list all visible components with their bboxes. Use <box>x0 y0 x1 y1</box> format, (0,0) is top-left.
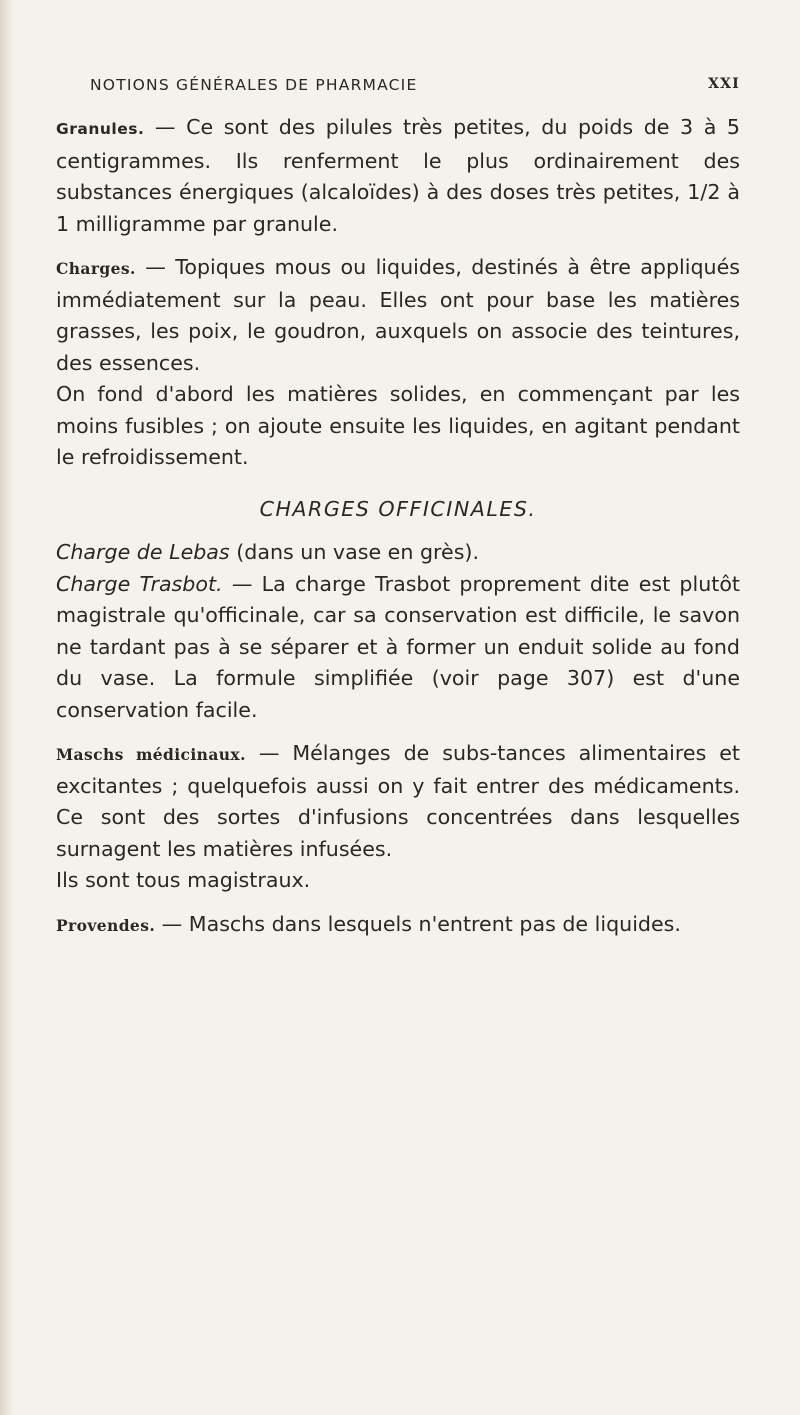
provendes-text: — Maschs dans lesquels n'entrent pas de liquides. <box>161 911 681 936</box>
paragraph-charge-lebas <box>56 537 740 569</box>
term-charges: Charges. <box>56 259 136 278</box>
page-edge-shadow <box>0 0 14 1415</box>
charges-text: — Topiques mous ou liquides, destinés à être appliqués immédiatement sur la peau. Elles ont pour base les matières grasses, les poix, le goudron, auxquels on associe des teintures, des essences. <box>56 255 741 375</box>
term-provendes: Provendes. <box>56 915 156 935</box>
paragraph-charges-preparation <box>56 379 740 474</box>
paragraph-provendes <box>56 909 740 942</box>
maschs-text-2: Ils sont tous magistraux. <box>56 868 311 892</box>
charge-lebas-name: Charge de Lebas <box>56 540 230 564</box>
maschs-text: — Mélanges de subs-tances alimentaires et excitantes ; quelquefois aussi on y fait entrer des médicaments. Ce sont des sortes d'infusions concentrées dans lesquelles surnagent les matières infusées. <box>56 741 740 861</box>
term-granules: Granules. <box>56 120 145 138</box>
charges-text-2: On fond d'abord les matières solides, en commençant par les moins fusibles ; on ajoute ensuite les liquides, en agitant pendant le refroidissement. <box>56 382 740 469</box>
paragraph-charges <box>56 252 740 379</box>
running-head-title: NOTIONS GÉNÉRALES DE PHARMACIE <box>90 76 418 94</box>
charge-lebas-text: (dans un vase en grès). <box>236 540 480 564</box>
section-heading-charges-officinales: CHARGES OFFICINALES. <box>259 496 537 521</box>
charge-trasbot-name: Charge Trasbot. <box>56 571 223 596</box>
paragraph-maschs-note <box>56 865 740 897</box>
charge-trasbot-text: — La charge Trasbot proprement dite est plutôt magistrale qu'officinale, car sa conservation est difficile, le savon ne tardant pas à se séparer et à former un enduit solide au fond du vase. La formule simplifiée (voir page 307) est d'une conservation facile. <box>56 571 741 722</box>
running-head <box>90 76 740 100</box>
paragraph-granules <box>56 112 740 240</box>
paragraph-charge-trasbot <box>56 569 740 727</box>
term-maschs: Maschs médicinaux. <box>56 745 246 764</box>
paragraph-maschs <box>56 738 740 865</box>
granules-text: — Ce sont des pilules très petites, du poids de 3 à 5 centigrammes. Ils renferment le plus ordinairement des substances énergiques (alcaloïdes) à des doses très petites, 1/2 à 1 milligramme par granule. <box>56 115 740 236</box>
page-number: XXI <box>708 76 740 92</box>
body-text <box>56 112 740 941</box>
